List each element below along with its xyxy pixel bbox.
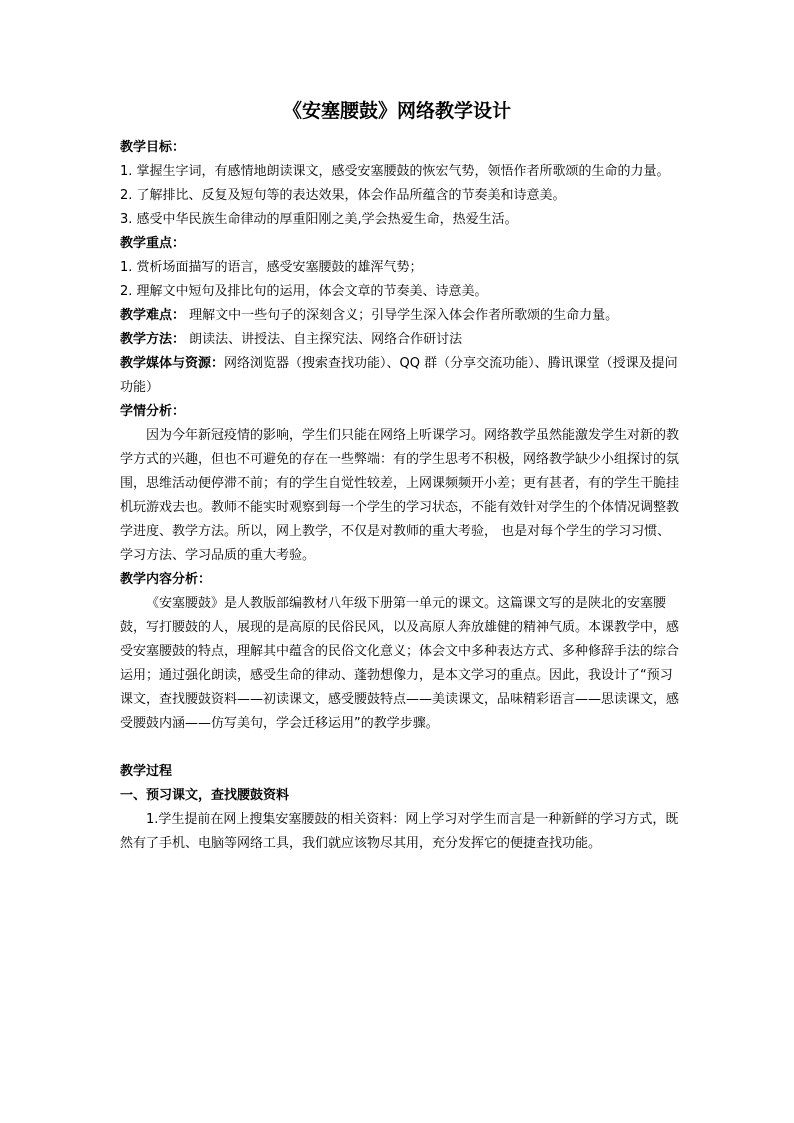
- difficulty-text: 理解文中一些句子的深刻含义；引导学生深入体会作者所歌颂的生命力量。: [189, 308, 619, 323]
- media-label: 教学媒体与资源：: [120, 356, 225, 371]
- keypoints-heading: 教学重点：: [120, 236, 186, 251]
- process-step1-text: 1.学生提前在网上搜集安塞腰鼓的相关资料：网上学习对学生而言是一种新鲜的学习方式，既然有了手机、电脑等网络工具，我们就应该物尽其用，充分发挥它的便捷查找功能。: [120, 812, 679, 851]
- methods-text: 朗读法、讲授法、自主探究法、网络合作研讨法: [189, 332, 463, 347]
- document-title: 《安塞腰鼓》网络教学设计: [282, 100, 511, 122]
- content-analysis-text: 《安塞腰鼓》是人教版部编教材八年级下册第一单元的课文。这篇课文写的是陕北的安塞腰鼓，写打腰鼓的人，展现的是高原的民俗民风，以及高原人奔放雄健的精神气质。本课教学中，感受安塞腰鼓的特点，理解其中蕴含的民俗文化意义；体会文中多种表达方式、多种修辞手法的综合运用；通过强化朗读，感受生命的律动、蓬勃想像力，是本文学习的重点。因此，我设计了“预习课文，查找腰鼓资料——初读课文，感受腰鼓特点——美读课文，品味精彩语言——思读课文，感受腰鼓内涵——仿写美句，学会迁移运用”的教学步骤。: [120, 596, 680, 731]
- spacer: [120, 736, 680, 760]
- goals-heading: 教学目标：: [120, 140, 186, 155]
- keypoint-item-1: 1. 赏析场面描写的语言，感受安塞腰鼓的雄浑气势；: [120, 260, 423, 275]
- process-step1-heading: 一、预习课文，查找腰鼓资料: [120, 788, 290, 803]
- difficulty-label: 教学难点：: [120, 308, 186, 323]
- goal-item-3: 3. 感受中华民族生命律动的厚重阳刚之美,学会热爱生命，热爱生活。: [120, 212, 518, 227]
- goal-item-1: 1. 掌握生字词，有感情地朗读课文，感受安塞腰鼓的恢宏气势，领悟作者所歌颂的生命的力量。: [120, 164, 670, 179]
- learner-heading: 学情分析：: [120, 404, 186, 419]
- methods-row: [120, 328, 680, 352]
- document-body: [120, 136, 680, 856]
- learner-text: 因为今年新冠疫情的影响，学生们只能在网络上听课学习。网络教学虽然能激发学生对新的教学方式的兴趣，但也不可避免的存在一些弊端：有的学生思考不积极，网络教学缺少小组探讨的氛围，思维活动便停滞不前；有的学生自觉性较差，上网课频频开小差；更有甚者，有的学生干脆挂机玩游戏去也。教师不能实时观察到每一个学生的学习状态，不能有效针对学生的个体情况调整教学进度、教学方法。所以，网上教学，不仅是对教师的重大考验， 也是对每个学生的学习习惯、学习方法、学习品质的重大考验。: [120, 428, 680, 563]
- process-heading: 教学过程: [120, 764, 173, 779]
- methods-label: 教学方法：: [120, 332, 186, 347]
- difficulty-row: [120, 304, 680, 328]
- goal-item-2: 2. 了解排比、反复及短句等的表达效果，体会作品所蕴含的节奏美和诗意美。: [120, 188, 566, 203]
- media-text: 网络浏览器（搜索查找功能）、QQ 群（分享交流功能）、腾讯课堂（授课及提问功能）: [120, 356, 678, 395]
- keypoint-item-2: 2. 理解文中短句及排比句的运用，体会文章的节奏美、诗意美。: [120, 284, 488, 299]
- media-row: [120, 352, 680, 400]
- content-analysis-heading: 教学内容分析：: [120, 572, 212, 587]
